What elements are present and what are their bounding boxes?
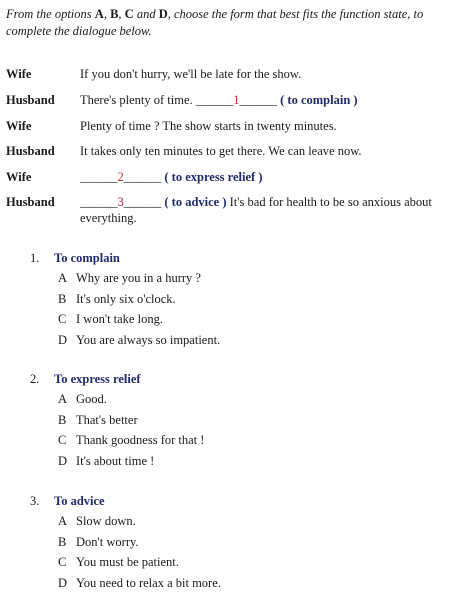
option-letter: A [58, 514, 68, 528]
option-text: It's about time ! [76, 453, 155, 468]
dialogue-text [80, 194, 466, 226]
option-letter: C [58, 433, 67, 447]
option-text: You must be patient. [76, 555, 179, 569]
question-header [30, 491, 460, 511]
dialogue-text: It takes only ten minutes to get there. We can leave now. [80, 144, 362, 158]
speaker: Wife [6, 67, 32, 81]
option-a-mark: A [94, 7, 104, 21]
blank-post: ______ [123, 195, 165, 209]
option-text: You need to relax a bit more. [76, 575, 221, 590]
dialogue-text: Plenty of time ? The show starts in twenty minutes. [80, 119, 337, 133]
blank-pre: ______ [80, 170, 118, 184]
question-header [30, 248, 460, 268]
option-letter: B [58, 291, 67, 306]
option-text: That's better [76, 412, 138, 427]
option-text: Why are you in a hurry ? [76, 271, 201, 285]
option-text: Good. [76, 392, 107, 406]
option-text: It's only six o'clock. [76, 291, 176, 306]
blank-number: 1 [233, 93, 240, 107]
option-item[interactable] [30, 511, 460, 532]
speaker: Husband [6, 195, 55, 209]
question-1 [30, 248, 460, 350]
speaker: Wife [6, 170, 32, 184]
option-letter: C [58, 312, 67, 326]
option-text: Slow down. [76, 514, 136, 528]
option-letter: B [58, 534, 67, 549]
option-item[interactable] [30, 309, 460, 330]
option-item[interactable] [30, 430, 460, 451]
option-text: I won't take long. [76, 312, 163, 326]
function-label: ( to express relief ) [164, 170, 263, 184]
option-letter: D [58, 453, 68, 468]
dialogue-text [80, 92, 466, 108]
question-title: To advice [54, 494, 105, 508]
option-item[interactable] [30, 289, 460, 310]
option-item[interactable] [30, 573, 460, 594]
blank-post: ______ [123, 170, 165, 184]
option-text: Thank goodness for that ! [76, 433, 205, 447]
option-letter: D [58, 575, 68, 590]
question-number: 2. [30, 372, 40, 386]
dialogue-text: If you don't hurry, we'll be late for the show. [80, 67, 302, 81]
instructions-text: , choose the form that best fits the function state, to complete the dialogue below. [6, 7, 424, 38]
question-title: To express relief [54, 372, 141, 386]
dialogue-text [80, 169, 466, 185]
speaker: Husband [6, 144, 55, 158]
option-item[interactable] [30, 532, 460, 553]
option-d-mark: D [158, 7, 168, 21]
speaker: Husband [6, 93, 55, 107]
instructions-sep: , [118, 7, 125, 21]
question-3 [30, 491, 460, 593]
option-text: Don't worry. [76, 534, 139, 549]
blank-number: 3 [117, 195, 124, 209]
option-text: You are always so impatient. [76, 332, 221, 347]
option-letter: D [58, 332, 68, 347]
option-item[interactable] [30, 451, 460, 472]
blank-pre: ______ [80, 195, 118, 209]
option-item[interactable] [30, 410, 460, 431]
instructions [6, 6, 468, 40]
blank-number: 2 [117, 170, 124, 184]
option-item[interactable] [30, 268, 460, 289]
option-item[interactable] [30, 389, 460, 410]
blank-post: ______ [239, 93, 281, 107]
question-number: 3. [30, 494, 40, 508]
question-header [30, 369, 460, 389]
question-title: To complain [54, 251, 120, 265]
blank-pre: There's plenty of time. ______ [80, 93, 234, 107]
option-item[interactable] [30, 552, 460, 573]
option-c-mark: C [124, 7, 134, 21]
option-letter: A [58, 392, 68, 406]
dialogue-continuation: It's bad for health to be so anxious about everything. [80, 195, 432, 225]
option-letter: A [58, 271, 68, 285]
option-item[interactable] [30, 330, 460, 351]
option-letter: C [58, 555, 67, 569]
option-letter: B [58, 412, 67, 427]
instructions-sep: , [103, 7, 111, 21]
function-label: ( to complain ) [280, 93, 358, 107]
option-b-mark: B [110, 7, 119, 21]
function-label: ( to advice ) [164, 195, 227, 209]
instructions-text: From the options [6, 7, 95, 21]
speaker: Wife [6, 119, 32, 133]
question-2 [30, 369, 460, 471]
question-number: 1. [30, 251, 40, 265]
instructions-and: and [133, 7, 159, 21]
